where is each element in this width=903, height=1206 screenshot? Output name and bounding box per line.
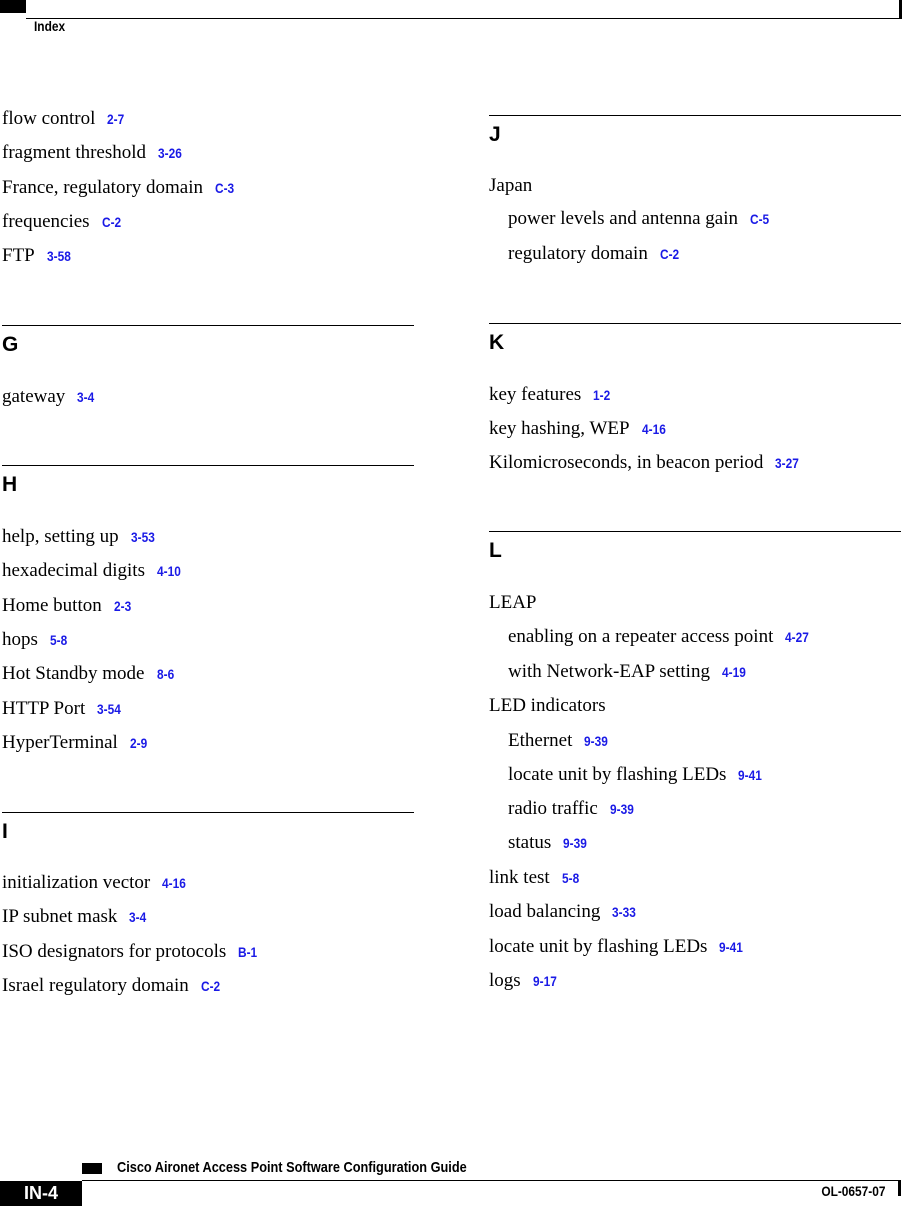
index-entry: fragment threshold 3-26 — [2, 142, 182, 163]
page-ref-link[interactable]: C-2 — [101, 214, 121, 230]
page-ref-link[interactable]: 3-26 — [158, 145, 182, 161]
index-entry: HyperTerminal 2-9 — [2, 732, 147, 753]
header-tick — [899, 0, 902, 19]
page-ref-link[interactable]: 3-4 — [77, 389, 95, 405]
page-ref-link[interactable]: 3-58 — [46, 248, 71, 264]
index-subentry: power levels and antenna gain C-5 — [508, 208, 770, 229]
index-subentry: locate unit by flashing LEDs 9-41 — [508, 764, 763, 785]
page-ref-link[interactable]: 8-6 — [156, 666, 174, 682]
section-rule-h — [2, 465, 414, 466]
page-ref-link[interactable]: 5-8 — [49, 632, 68, 648]
index-entry: logs 9-17 — [489, 970, 557, 991]
page-ref-link[interactable]: 3-54 — [97, 701, 122, 717]
page-ref-link[interactable]: 9-17 — [532, 973, 557, 989]
page-ref-link[interactable]: 4-27 — [785, 629, 810, 645]
index-subentry: enabling on a repeater access point 4-27 — [508, 626, 810, 647]
page-ref-link[interactable]: 9-39 — [563, 835, 588, 851]
page-ref-link[interactable]: 2-9 — [129, 735, 147, 751]
index-entry: help, setting up 3-53 — [2, 526, 155, 547]
page-ref-link[interactable]: 9-41 — [719, 939, 744, 955]
header-marker — [0, 0, 26, 13]
page-ref-link[interactable]: C-5 — [750, 211, 770, 227]
page-number-badge: IN-4 — [0, 1181, 82, 1206]
section-letter-h: H — [2, 473, 18, 496]
page-ref-link[interactable]: 2-3 — [113, 598, 131, 614]
index-subentry: radio traffic 9-39 — [508, 798, 634, 819]
index-entry: hexadecimal digits 4-10 — [2, 560, 181, 581]
page-ref-link[interactable]: 1-2 — [593, 387, 611, 403]
section-letter-i: I — [2, 820, 8, 843]
index-entry: HTTP Port 3-54 — [2, 698, 122, 719]
header-rule — [26, 18, 900, 19]
index-entry: LEAP — [489, 592, 537, 613]
index-entry: hops 5-8 — [2, 629, 68, 650]
section-letter-k: K — [489, 331, 505, 354]
page-ref-link[interactable]: 9-39 — [609, 801, 634, 817]
page-ref-link[interactable]: 4-10 — [156, 563, 181, 579]
index-entry: initialization vector 4-16 — [2, 872, 187, 893]
index-subentry: regulatory domain C-2 — [508, 243, 680, 264]
index-subentry: with Network-EAP setting 4-19 — [508, 661, 746, 682]
section-letter-j: J — [489, 123, 501, 146]
index-entry: Japan — [489, 175, 533, 196]
index-entry: gateway 3-4 — [2, 386, 95, 407]
index-entry: frequencies C-2 — [2, 211, 121, 232]
index-subentry: status 9-39 — [508, 832, 588, 853]
section-letter-l: L — [489, 539, 502, 562]
index-entry: locate unit by flashing LEDs 9-41 — [489, 936, 744, 957]
index-entry: LED indicators — [489, 695, 606, 716]
footer-marker — [82, 1163, 102, 1174]
page-ref-link[interactable]: 3-27 — [775, 455, 800, 471]
section-rule-j — [489, 115, 901, 116]
index-entry: FTP 3-58 — [2, 245, 71, 266]
page-ref-link[interactable]: 5-8 — [561, 870, 579, 886]
index-entry: key features 1-2 — [489, 384, 611, 405]
index-entry: Israel regulatory domain C-2 — [2, 975, 220, 996]
page-ref-link[interactable]: 9-39 — [584, 733, 609, 749]
index-entry: Kilomicroseconds, in beacon period 3-27 — [489, 452, 800, 473]
page-ref-link[interactable]: C-2 — [200, 978, 220, 994]
index-entry: flow control 2-7 — [2, 108, 125, 129]
footer-tick — [898, 1180, 901, 1196]
page-ref-link[interactable]: 2-7 — [107, 111, 125, 127]
section-letter-g: G — [2, 333, 19, 356]
page-ref-link[interactable]: 3-33 — [612, 904, 637, 920]
page-ref-link[interactable]: C-2 — [659, 246, 680, 262]
page-ref-link[interactable]: 9-41 — [738, 767, 763, 783]
index-subentry: Ethernet 9-39 — [508, 730, 609, 751]
page-ref-link[interactable]: 3-53 — [130, 529, 155, 545]
header-section-title: Index — [34, 18, 66, 34]
footer-book-title: Cisco Aironet Access Point Software Configuration Guide — [117, 1159, 467, 1176]
index-entry: link test 5-8 — [489, 867, 579, 888]
page-ref-link[interactable]: 4-19 — [721, 664, 746, 680]
page-ref-link[interactable]: 3-4 — [129, 909, 147, 925]
index-entry: key hashing, WEP 4-16 — [489, 418, 666, 439]
index-entry: ISO designators for protocols B-1 — [2, 941, 258, 962]
page-ref-link[interactable]: 4-16 — [641, 421, 666, 437]
index-entry: Home button 2-3 — [2, 595, 131, 616]
section-rule-k — [489, 323, 901, 324]
section-rule-i — [2, 812, 414, 813]
footer-rule — [82, 1180, 900, 1181]
document-number: OL-0657-07 — [820, 1183, 885, 1199]
index-entry: Hot Standby mode 8-6 — [2, 663, 174, 684]
index-entry: IP subnet mask 3-4 — [2, 906, 147, 927]
index-entry: load balancing 3-33 — [489, 901, 637, 922]
section-rule-g — [2, 325, 414, 326]
index-entry: France, regulatory domain C-3 — [2, 177, 235, 198]
page-ref-link[interactable]: C-3 — [215, 180, 235, 196]
page-ref-link[interactable]: B-1 — [238, 944, 258, 960]
section-rule-l — [489, 531, 901, 532]
page-ref-link[interactable]: 4-16 — [162, 875, 187, 891]
